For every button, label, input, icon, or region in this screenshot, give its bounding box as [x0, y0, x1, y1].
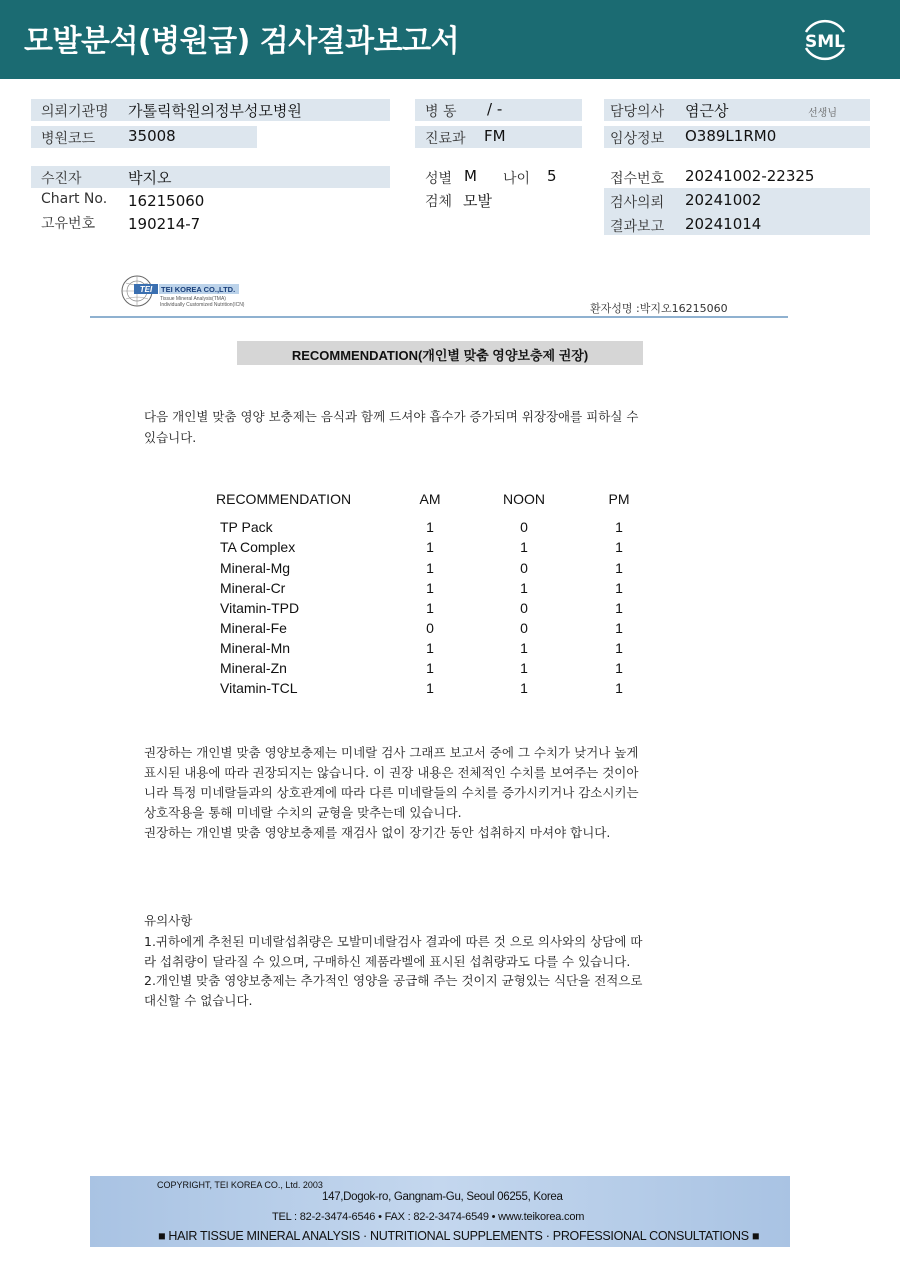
table-cell-am: 1: [426, 580, 434, 596]
dept-value: FM: [484, 127, 506, 145]
table-cell-am: 1: [426, 680, 434, 696]
intro-line: 다음 개인별 맞춤 영양 보충제는 음식과 함께 드셔야 흡수가 증가되며 위장장애를 피하실 수: [144, 409, 639, 424]
clinical-value: O389L1RM0: [685, 127, 777, 145]
unique-no-label: 고유번호: [41, 216, 96, 232]
sml-logo-text: SML: [805, 32, 845, 52]
table-cell-pm: 1: [615, 539, 623, 555]
tei-logo-subtitle-1: Tissue Mineral Analysis(TMA): [160, 296, 226, 302]
table-cell-am: 1: [426, 660, 434, 676]
hospital-code-label: 병원코드: [41, 131, 96, 147]
table-cell-am: 1: [426, 539, 434, 555]
caution-heading: 유의사항: [144, 913, 193, 928]
table-cell-am: 1: [426, 640, 434, 656]
table-cell-noon: 0: [520, 620, 528, 636]
table-header-am: AM: [419, 491, 441, 507]
table-cell-name: Mineral-Zn: [220, 660, 287, 676]
table-cell-name: TP Pack: [220, 519, 273, 535]
table-cell-name: Vitamin-TCL: [220, 680, 298, 696]
table-cell-noon: 1: [520, 580, 528, 596]
recommendation-title: RECOMMENDATION(개인별 맞춤 영양보충제 권장): [291, 348, 589, 363]
institution-label: 의뢰기관명: [41, 104, 109, 120]
request-label: 검사의뢰: [610, 195, 665, 211]
result-label: 결과보고: [610, 219, 665, 235]
table-cell-noon: 0: [520, 560, 528, 576]
table-cell-pm: 1: [615, 600, 623, 616]
ward-value: / -: [487, 100, 503, 118]
table-cell-am: 1: [426, 600, 434, 616]
note-line: 권장하는 개인별 맞춤 영양보충제를 재검사 없이 장기간 동안 섭취하지 마셔야 합니다.: [144, 825, 611, 840]
table-cell-am: 0: [426, 620, 434, 636]
table-cell-name: TA Complex: [220, 539, 296, 555]
tei-logo-mark: TEI: [139, 285, 153, 294]
footer-copyright: COPYRIGHT, TEI KOREA CO., Ltd. 2003: [157, 1180, 323, 1190]
table-cell-pm: 1: [615, 680, 623, 696]
tei-logo-subtitle-2: Individually Customized Nutrition(ICN): [160, 302, 245, 308]
table-cell-name: Vitamin-TPD: [220, 600, 300, 616]
sml-logo: [798, 14, 852, 64]
header-rule: [90, 316, 788, 318]
ward-label: 병 동: [425, 104, 457, 120]
result-value: 20241014: [685, 215, 762, 233]
table-header-noon: NOON: [503, 491, 545, 507]
receipt-value: 20241002-22325: [685, 167, 815, 185]
table-cell-pm: 1: [615, 560, 623, 576]
table-cell-noon: 1: [520, 680, 528, 696]
dept-label: 진료과: [425, 131, 466, 147]
caution-line: 라 섭취량이 달라질 수 있으며, 구매하신 제품라벨에 표시된 섭취량과도 다를 수 있습니다.: [144, 954, 631, 969]
sex-value: M: [464, 167, 477, 185]
chart-no-value: 16215060: [128, 192, 205, 210]
caution-line: 1.귀하에게 추천된 미네랄섭취량은 모발미네랄검사 결과에 따른 것 으로 의사와의 상담에 따: [144, 934, 643, 949]
doctor-suffix: 선생님: [808, 108, 837, 119]
institution-value: 가톨릭학원의정부성모병원: [128, 102, 302, 120]
note-line: 권장하는 개인별 맞춤 영양보충제는 미네랄 검사 그래프 보고서 중에 그 수치가 낮거나 높게: [144, 745, 639, 760]
caution-line: 2.개인별 맞춤 영양보충제는 추가적인 영양을 공급해 주는 것이지 균형있는 식단을 전적으로: [144, 973, 643, 988]
footer-services: ■ HAIR TISSUE MINERAL ANALYSIS · NUTRITIONAL SUPPLEMENTS · PROFESSIONAL CONSULTATIONS ■: [158, 1229, 760, 1243]
table-cell-name: Mineral-Mg: [220, 560, 291, 576]
table-cell-name: Mineral-Cr: [220, 580, 286, 596]
age-label: 나이: [503, 171, 531, 187]
note-line: 표시된 내용에 따라 권장되지는 않습니다. 이 권장 내용은 전체적인 수치를 보여주는 것이아: [144, 765, 639, 780]
age-value: 5: [547, 167, 557, 185]
table-cell-noon: 1: [520, 640, 528, 656]
table-cell-noon: 1: [520, 539, 528, 555]
patient-bar: [31, 166, 390, 188]
note-line: 상호작용을 통해 미네랄 수치의 균형을 맞추는데 있습니다.: [144, 805, 462, 820]
sex-label: 성별: [425, 171, 453, 187]
patient-name-line: 환자성명 :박지오16215060: [590, 302, 728, 315]
hospital-code-value: 35008: [128, 127, 176, 145]
table-cell-noon: 0: [520, 600, 528, 616]
table-header-pm: PM: [608, 491, 630, 507]
table-cell-noon: 0: [520, 519, 528, 535]
receipt-label: 접수번호: [610, 171, 665, 187]
table-cell-name: Mineral-Fe: [220, 620, 287, 636]
table-cell-pm: 1: [615, 660, 623, 676]
patient-label: 수진자: [41, 171, 82, 187]
doctor-label: 담당의사: [610, 104, 665, 120]
unique-no-value: 190214-7: [128, 215, 201, 233]
caution-line: 대신할 수 없습니다.: [144, 993, 253, 1008]
table-cell-noon: 1: [520, 660, 528, 676]
specimen-value: 모발: [463, 192, 492, 210]
table-cell-name: Mineral-Mn: [220, 640, 291, 656]
footer-contact: TEL : 82-2-3474-6546 • FAX : 82-2-3474-6549 • www.teikorea.com: [272, 1211, 585, 1223]
note-line: 니라 특정 미네랄들과의 상호관계에 따라 다른 미네랄들의 수치를 증가시키거나 감소시키는: [144, 785, 639, 800]
tei-logo-text: TEI KOREA CO.,LTD.: [161, 285, 236, 294]
table-cell-am: 1: [426, 560, 434, 576]
request-value: 20241002: [685, 191, 762, 209]
table-cell-pm: 1: [615, 519, 623, 535]
chart-no-label: Chart No.: [41, 191, 108, 207]
footer-address: 147,Dogok-ro, Gangnam-Gu, Seoul 06255, Korea: [322, 1191, 563, 1203]
doctor-value: 염근상: [685, 102, 729, 120]
intro-line: 있습니다.: [144, 430, 197, 445]
table-cell-pm: 1: [615, 580, 623, 596]
table-cell-pm: 1: [615, 620, 623, 636]
specimen-label: 검체: [425, 194, 453, 210]
report-title: 모발분석(병원급) 검사결과보고서: [24, 24, 460, 59]
table-cell-pm: 1: [615, 640, 623, 656]
clinical-label: 임상정보: [610, 131, 665, 147]
table-header-recommendation: RECOMMENDATION: [216, 491, 352, 507]
table-cell-am: 1: [426, 519, 434, 535]
patient-value: 박지오: [128, 169, 172, 187]
